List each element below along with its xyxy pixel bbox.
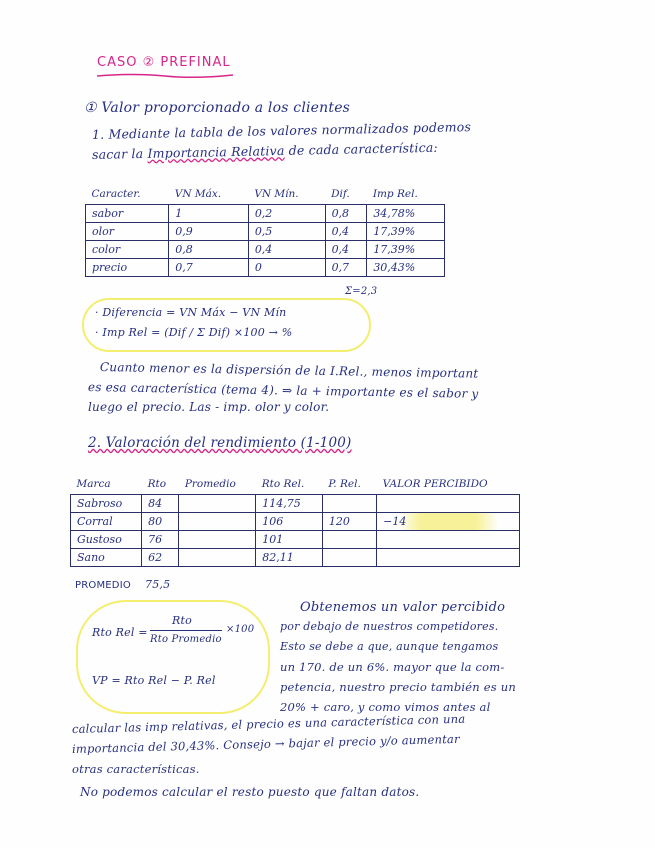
section2-heading: 2. Valoración del rendimiento (1-100) [88, 435, 352, 451]
section1-line2-pre: sacar la [91, 145, 148, 162]
header-rto: Rto [147, 478, 167, 490]
paragraph1-line3: luego el precio. Las - imp. olor y color. [88, 400, 330, 414]
cell: 82,11 [256, 549, 323, 567]
cell [179, 549, 256, 567]
paragraph1-line1: Cuanto menor es la dispersión de la I.Rel., menos important [99, 360, 479, 381]
table-row [86, 223, 445, 241]
cell: 1 [169, 205, 249, 223]
cell: 17,39% [367, 241, 445, 259]
cell [377, 531, 520, 549]
header-marca: Marca [76, 478, 111, 490]
cell [377, 549, 520, 567]
paragraph2-line2: por debajo de nuestros competidores. [280, 620, 499, 633]
header-vn-max: VN Máx. [174, 188, 222, 200]
paragraph2-line6: 20% + caro, y como vimos antes al [280, 700, 491, 714]
dif-sum: Σ=2,3 [345, 286, 378, 297]
cell: 62 [142, 549, 179, 567]
page-title: CASO ② PREFINAL [97, 55, 231, 70]
cell: 34,78% [367, 205, 445, 223]
cell: 30,43% [367, 259, 445, 277]
paragraph3-line3: otras características. [72, 762, 200, 776]
section1-line2-post: de cada característica: [284, 139, 439, 158]
cell: 80 [142, 513, 179, 531]
table-row [71, 513, 520, 531]
table-row [86, 205, 445, 223]
header-caracter: Caracter. [91, 188, 141, 200]
cell: 0,8 [325, 205, 367, 223]
section1-line1: 1. Mediante la tabla de los valores normalizados podemos [91, 119, 472, 142]
formula-imp-rel: · Imp Rel = (Dif / Σ Dif) ×100 → % [95, 326, 293, 339]
header-valor-percibido: VALOR PERCIBIDO [382, 478, 488, 490]
cell: Gustoso [71, 531, 142, 549]
importancia-relativa-highlight: Importancia Relativa [147, 142, 285, 161]
section1-heading: ① Valor proporcionado a los clientes [84, 100, 351, 116]
cell: Corral [71, 513, 142, 531]
cell: 0,7 [325, 259, 367, 277]
paragraph2-line3: Esto se debe a que, aunque tengamos [280, 640, 499, 653]
paragraph2-line4: un 170. de un 6%. mayor que la com- [280, 660, 505, 674]
performance-table-header [71, 474, 520, 495]
cell [179, 531, 256, 549]
paragraph3-line2: importancia del 30,43%. Consejo → bajar el precio y/o aumentar [71, 731, 460, 756]
table-row [71, 531, 520, 549]
cell [322, 495, 376, 513]
performance-table [70, 474, 520, 567]
header-p-rel: P. Rel. [328, 478, 361, 490]
formula-rto-rel-den: Rto Promedio [150, 634, 222, 645]
header-dif: Dif. [331, 188, 350, 200]
paragraph1-line2: es esa característica (tema 4). ⇒ la + importante es el sabor y [87, 380, 479, 401]
header-vn-min: VN Mín. [254, 188, 299, 200]
cell: 0,4 [325, 241, 367, 259]
cell: 0,7 [169, 259, 249, 277]
values-table [85, 184, 445, 277]
cell: Sano [71, 549, 142, 567]
cell: 0,8 [169, 241, 249, 259]
cell: olor [86, 223, 169, 241]
values-table-header [86, 184, 445, 205]
cell [322, 549, 376, 567]
formula-rto-rel-left: Rto Rel = [92, 626, 148, 639]
cell: 0,4 [325, 223, 367, 241]
cell: 101 [256, 531, 323, 549]
header-promedio: Promedio [184, 478, 236, 490]
cell: 114,75 [256, 495, 323, 513]
cell: 76 [142, 531, 179, 549]
cell: 0,9 [169, 223, 249, 241]
header-imp-rel: Imp Rel. [372, 188, 418, 200]
cell: 84 [142, 495, 179, 513]
cell: color [86, 241, 169, 259]
header-rto-rel: Rto Rel. [261, 478, 305, 490]
title-underline [95, 72, 235, 80]
formula-diferencia: · Diferencia = VN Máx − VN Mín [95, 306, 287, 319]
cell: sabor [86, 205, 169, 223]
cell: 106 [256, 513, 323, 531]
cell [179, 495, 256, 513]
promedio-value: 75,5 [145, 578, 171, 591]
cell: −14 [377, 513, 520, 531]
fraction-bar [150, 630, 222, 631]
cell: 0,5 [248, 223, 325, 241]
cell [179, 513, 256, 531]
paragraph2-line1: Obtenemos un valor percibido [300, 600, 506, 615]
cell: precio [86, 259, 169, 277]
formula-rto-rel-num: Rto [172, 614, 192, 627]
closing-line: No podemos calcular el resto puesto que faltan datos. [80, 785, 420, 799]
cell: 120 [322, 513, 376, 531]
cell: Sabroso [71, 495, 142, 513]
cell: 0,2 [248, 205, 325, 223]
formula-vp: VP = Rto Rel − P. Rel [92, 674, 216, 687]
paragraph3-line1: calcular las imp relativas, el precio es una característica con una [71, 711, 466, 736]
cell [322, 531, 376, 549]
cell [377, 495, 520, 513]
paragraph2-line5: petencia, nuestro precio también es un [280, 680, 516, 694]
cell: 17,39% [367, 223, 445, 241]
promedio-label: PROMEDIO [75, 580, 131, 591]
formula-rto-rel-mult: ×100 [226, 624, 255, 635]
table-row [71, 549, 520, 567]
table-row [86, 241, 445, 259]
section1-line2 [92, 140, 438, 162]
cell: 0 [248, 259, 325, 277]
cell: 0,4 [248, 241, 325, 259]
table-row [86, 259, 445, 277]
table-row [71, 495, 520, 513]
